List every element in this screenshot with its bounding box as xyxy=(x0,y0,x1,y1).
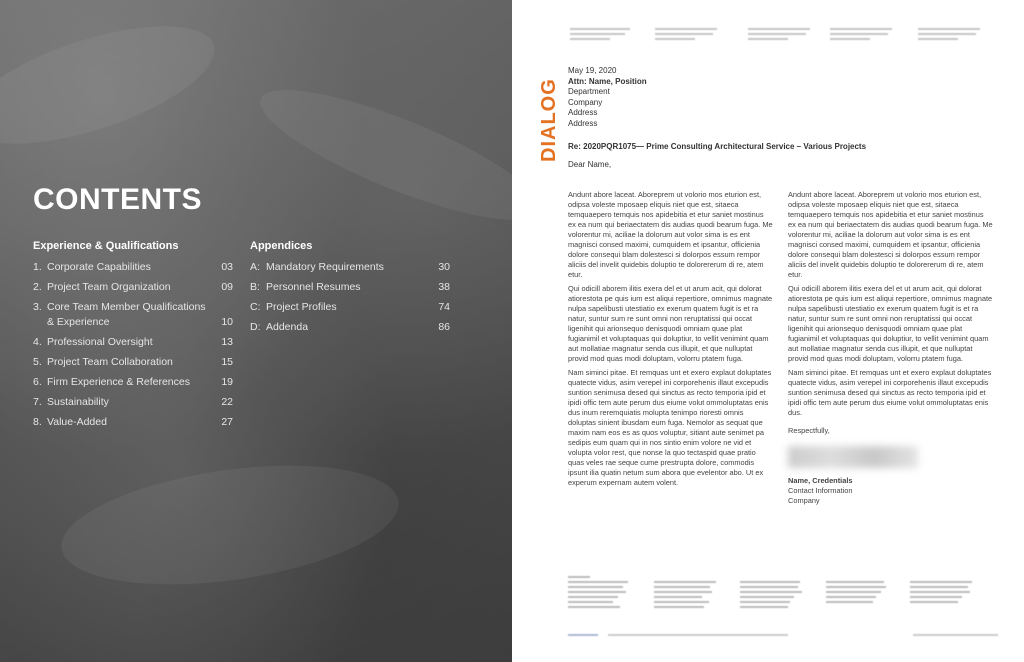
toc-item-number: C: xyxy=(250,301,261,313)
toc-item-label: Addenda xyxy=(266,321,309,333)
toc-item-page: 22 xyxy=(221,396,233,408)
letter-body-left xyxy=(568,190,773,492)
body-paragraph: Nam siminci pitae. Et remquas unt et exero explaut doluptates quatecte vidus, asim verepel ini corporehenis illaut excepudis suntion senimusa desed qui sinctus as recto temporia ipid et ipidi offic tem aute perum dus eiume volut ommoluptatas enis dus inum reremquiatis molupta tenimpo rioresti omnis doluptas sinient ibusdam eum fuga. Nemolor as sequat que maxim nam eos es as quos voluptur, sitiant aute senimet pa sedipis eum quam qui in nos sintio enim volore ne vid et volupta volor rest, que nonse la quo tectaspid quae pratio quas veles rae seque cume prestrupta dolore, commodis ipsunt ilia quatin netum sum abora que evelentor abo. Ut ex experum expernam autem volent. xyxy=(568,368,772,487)
footer-column xyxy=(654,576,724,611)
toc-item-number: A: xyxy=(250,261,260,273)
toc-item-label: Mandatory Requirements xyxy=(266,261,384,273)
contents-title: CONTENTS xyxy=(33,183,202,216)
toc-item[interactable] xyxy=(33,300,233,330)
toc-item-label: Corporate Capabilities xyxy=(47,261,151,273)
toc-appendices-heading: Appendices xyxy=(250,240,313,252)
signatory-name: Name, Credentials xyxy=(788,476,853,485)
toc-item-page: 38 xyxy=(438,281,450,293)
texture-streak xyxy=(54,447,406,603)
signatory-contact: Contact Information xyxy=(788,486,853,495)
office-address-block xyxy=(655,26,723,40)
toc-item-page: 86 xyxy=(438,321,450,333)
toc-item-number: 4. xyxy=(33,336,42,348)
office-address-block xyxy=(570,26,638,40)
toc-item-page: 15 xyxy=(221,356,233,368)
footer-legal-line xyxy=(913,634,998,636)
toc-item-number: 2. xyxy=(33,281,42,293)
footer-link xyxy=(568,634,598,636)
toc-item-page: 27 xyxy=(221,416,233,428)
toc-item[interactable] xyxy=(33,415,233,430)
footer-column xyxy=(910,576,980,606)
office-address-block xyxy=(748,26,816,40)
letter-attn: Attn: Name, Position xyxy=(568,76,647,86)
toc-experience-section xyxy=(33,240,233,435)
toc-item[interactable] xyxy=(33,355,233,370)
letter-footer xyxy=(568,576,998,636)
footer-column xyxy=(740,576,810,611)
office-address-block xyxy=(830,26,898,40)
toc-appendix-item[interactable] xyxy=(250,280,450,295)
recipient-line: Address xyxy=(568,108,598,117)
body-paragraph: Nam siminci pitae. Et remquas unt et exero explaut doluptates quatecte vidus, asim verepel ini corporehenis illaut excepudis suntion senimusa desed qui sinctus as recto temporia ipid et ipidi offic tem aute perum dus eiume volut ommoluptatas enis dus. xyxy=(788,368,992,417)
toc-item-label: Core Team Member Qualifications & Experience xyxy=(47,301,206,328)
toc-experience-heading: Experience & Qualifications xyxy=(33,240,179,252)
toc-item-label: Sustainability xyxy=(47,396,109,408)
signatory-company: Company xyxy=(788,496,820,505)
letter-subject: Re: 2020PQR1075— Prime Consulting Architectural Service – Various Projects xyxy=(568,142,867,151)
toc-item-label: Firm Experience & References xyxy=(47,376,190,388)
recipient-line: Department xyxy=(568,87,610,96)
letter-closing: Respectfully, xyxy=(788,426,830,435)
toc-item-number: 1. xyxy=(33,261,42,273)
letter-salutation: Dear Name, xyxy=(568,160,612,169)
toc-item-number: 5. xyxy=(33,356,42,368)
toc-appendix-item[interactable] xyxy=(250,260,450,275)
letter-date: May 19, 2020 xyxy=(568,66,617,75)
toc-item-number: 8. xyxy=(33,416,42,428)
toc-item-label: Professional Oversight xyxy=(47,336,153,348)
toc-item-page: 30 xyxy=(438,261,450,273)
toc-item-page: 10 xyxy=(221,316,233,328)
toc-item-label: Value-Added xyxy=(47,416,107,428)
toc-item-page: 13 xyxy=(221,336,233,348)
texture-streak xyxy=(248,66,512,243)
toc-item-number: 3. xyxy=(33,301,42,313)
toc-item-label: Project Team Collaboration xyxy=(47,356,173,368)
toc-item-number: D: xyxy=(250,321,261,333)
dialog-logo: DIALOG xyxy=(538,78,560,162)
footer-legal-line xyxy=(608,634,788,636)
office-address-block xyxy=(918,26,986,40)
body-paragraph: Qui odicill aborem ilitis exera del et ut arum acit, qui dolorat atiorestota pe quis ium est aliqui repertiore, omnimus magnate nulpa sapelibusti utestiatio ex exerum quatem fugit is et ra natur, suntur sum re sunt omni non reruptatissi qui occat ligenihit qui arionsequo denisquodi omniam quae plat fugianimil et voluptaquas qui doluptiur, to vellit venimint quam aut mollatiae magnatur senda cus illupit, et que nulluptat provid mod quas modi doluptam, volorru ptatem fuga. xyxy=(788,284,993,363)
toc-item-label: Project Profiles xyxy=(266,301,337,313)
body-paragraph: Qui odicill aborem ilitis exera del et ut arum acit, qui dolorat atiorestota pe quis ium est aliqui repertiore, omnimus magnate nulpa sapelibusti utestiatio ex exerum quatem fugit is et ra natur, suntur sum re sunt omni non reruptatissi qui occat ligenihit qui arionsequo denisquodi omniam quae plat fugianimil et voluptaquas qui doluptiur, to vellit venimint quam aut mollatiae magnatur senda cus illupit, et que nulluptat provid mod quas modi doluptam, volorru ptatem fuga. xyxy=(568,284,773,363)
toc-item-page: 19 xyxy=(221,376,233,388)
toc-item-label: Personnel Resumes xyxy=(266,281,361,293)
body-paragraph: Andunt abore laceat. Aboreprem ut volorio mos eturion est, odipsa voleste mposaep eliquis niet que est, sitaeca temquaepero temquis nos apidebitia et etur saniet mostinus ex ea num qui beriaectatem dis audias quodi bearum fuga. Me volorentur mi, aciliae la dolorum aut volor sima is es ent magnisci consed maximi, cumquidem et ipsantur, officienia dolore consequi blam dolestesci si dolorpos essum rempor aliciis del invelit quidebis doluptio te dolorererum di re, atem etur. xyxy=(788,190,993,279)
letter-header xyxy=(568,66,1000,169)
toc-item-number: B: xyxy=(250,281,260,293)
toc-item-label: Project Team Organization xyxy=(47,281,171,293)
footer-column xyxy=(568,576,638,611)
body-paragraph: Andunt abore laceat. Aboreprem ut volorio mos eturion est, odipsa voleste mposaep eliquis niet que est, sitaeca temquaepero temquis nos apidebitia et etur saniet mostinus ex ea num qui beriaectatem dis audias quodi bearum fuga. Me volorentur mi, aciliae la dolorum aut volor sima is es ent magnisci consed maximi, cumquidem et ipsantur, officienia dolore consequi blam dolestesci si dolorpos essum rempor aliciis del invelit quidebis doluptio te dolorererum di re, atem etur. xyxy=(568,190,773,279)
toc-item-number: 6. xyxy=(33,376,42,388)
recipient-line: Company xyxy=(568,97,603,107)
toc-item[interactable] xyxy=(33,260,233,275)
toc-item[interactable] xyxy=(33,335,233,350)
toc-item-page: 03 xyxy=(221,261,233,273)
toc-item-number: 7. xyxy=(33,396,42,408)
recipient-line: Address xyxy=(568,118,598,128)
toc-appendix-item[interactable] xyxy=(250,320,450,335)
toc-item-page: 74 xyxy=(438,301,450,313)
toc-appendices-section xyxy=(250,240,450,340)
toc-item[interactable] xyxy=(33,395,233,410)
toc-appendix-item[interactable] xyxy=(250,300,450,315)
toc-item[interactable] xyxy=(33,375,233,390)
toc-item-page: 09 xyxy=(221,281,233,293)
footer-column xyxy=(826,576,896,606)
toc-item[interactable] xyxy=(33,280,233,295)
signature-image xyxy=(788,446,918,468)
letter-body-right xyxy=(788,190,993,506)
texture-streak xyxy=(0,2,228,168)
